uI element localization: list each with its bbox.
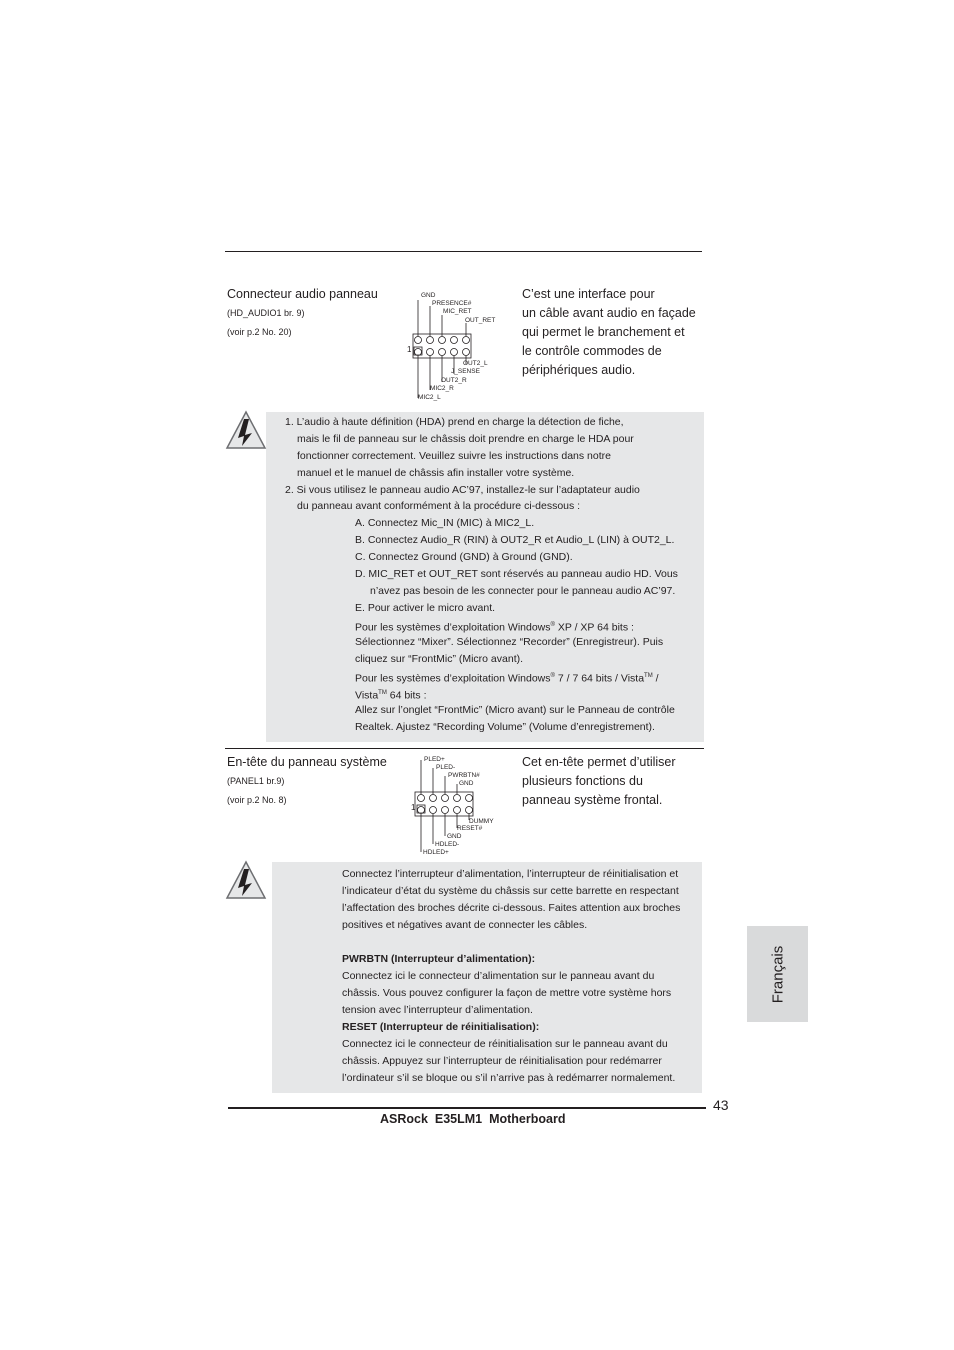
pin-label-mic2-l: MIC2_L (418, 394, 441, 401)
section1-id: (HD_AUDIO1 br. 9) (227, 308, 305, 318)
pin-label-pled-minus: PLED- (436, 764, 456, 771)
section1-description: C’est une interface pour un câble avant audio en façade qui permet le branchement et le contrôle commodes de périphériques audio. (522, 287, 696, 377)
section-divider (225, 748, 704, 749)
note1-os-win7: Pour les systèmes d’exploitation Windows® 7 / 7 64 bits / Vista™ / (355, 672, 659, 685)
pin-label-out2-l: OUT2_L (463, 360, 488, 367)
pin-label-hdled-minus: HDLED- (435, 841, 460, 848)
note1-line: Sélectionnez “Mixer”. Sélectionnez “Recorder” (Enregistreur). Puis (355, 636, 664, 648)
note1-step: D. MIC_RET et OUT_RET sont réservés au panneau audio HD. Vous (355, 568, 678, 580)
pin-label-gnd-bottom: GND (447, 833, 462, 840)
pin-label-j-sense: J_SENSE (451, 368, 480, 375)
hd-audio-header-diagram (405, 288, 515, 406)
note1-step: B. Connectez Audio_R (RIN) à OUT2_R et Audio_L (LIN) à OUT2_L. (355, 534, 675, 546)
note1-line: fonctionner correctement. Veuillez suivre les instructions dans notre (297, 450, 611, 462)
note1-os-xp: Pour les systèmes d’exploitation Windows® XP / XP 64 bits : (355, 621, 634, 634)
note1-line: Allez sur l’onglet “FrontMic” (Micro avant) sur le Panneau de contrôle (355, 704, 675, 716)
pin-label-out2-r: OUT2_R (441, 377, 467, 384)
note1-line: mais le fil de panneau sur le châssis doit prendre en charge le HDA pour (297, 433, 634, 445)
reset-heading: RESET (Interrupteur de réinitialisation): (342, 1021, 540, 1033)
note1-step: A. Connectez Mic_IN (MIC) à MIC2_L. (355, 517, 535, 529)
footer-rule (228, 1107, 706, 1109)
note1-step: n’avez pas besoin de les connecter pour le panneau audio AC’97. (370, 585, 676, 597)
page-number: 43 (713, 1097, 729, 1113)
pin-label-pwrbtn: PWRBTN# (448, 772, 480, 779)
note1-line: 1. L’audio à haute définition (HDA) prend en charge la détection de fiche, (285, 416, 624, 428)
section2-id: (PANEL1 br.9) (227, 776, 285, 786)
pin-label-presence: PRESENCE# (432, 300, 472, 307)
section2-description: Cet en-tête permet d’utiliser plusieurs fonctions du panneau système frontal. (522, 755, 676, 807)
pin-label-hdled-plus: HDLED+ (423, 849, 449, 856)
pin-label-out-ret: OUT_RET (465, 317, 496, 324)
pin-label-mic-ret: MIC_RET (443, 308, 472, 315)
section1-title: Connecteur audio panneau (227, 287, 378, 301)
product-name: ASRock E35LM1 Motherboard (380, 1112, 566, 1126)
pin-label-reset: RESET# (457, 825, 483, 832)
warning-icon (225, 409, 267, 451)
top-rule (225, 251, 702, 252)
note1-os-vista: Vista™ 64 bits : (355, 689, 427, 702)
note1-line: cliquez sur “FrontMic” (Micro avant). (355, 653, 524, 665)
language-tab-label: Français (769, 945, 786, 1003)
section1-ref: (voir p.2 No. 20) (227, 327, 292, 337)
note1-line: Realtek. Ajustez “Recording Volume” (Volume d’enregistrement). (355, 721, 655, 733)
system-panel-header-diagram (411, 754, 521, 858)
note1-step: E. Pour activer le micro avant. (355, 602, 496, 614)
pin-label-dummy: DUMMY (469, 818, 494, 825)
section2-title: En-tête du panneau système (227, 755, 387, 769)
pin-one-marker: 1 (411, 803, 416, 812)
note1-line: manuel et le manuel de châssis afin installer votre système. (297, 467, 575, 479)
pin-label-pled-plus: PLED+ (424, 756, 445, 763)
section2-ref: (voir p.2 No. 8) (227, 795, 287, 805)
pin-label-mic2-r: MIC2_R (430, 385, 454, 392)
note1-step: C. Connectez Ground (GND) à Ground (GND). (355, 551, 573, 563)
note1-line: 2. Si vous utilisez le panneau audio AC’97, installez-le sur l’adaptateur audio (285, 484, 640, 496)
note2-text: Connectez l’interrupteur d’alimentation, l’interrupteur de réinitialisation et l’indicateur d’état du système du châssis sur cette barrette en respectant l’affectation des broches décrite ci-dessous. Faites attention aux broches positives et négatives avant de connecter les câbles. PWRBTN (Interrupteur d’alimentation): Connectez ici le connecteur d’alimentation sur le panneau avant du châssis. Vous pouvez configurer la façon de mettre votre système hors tension avec l’interrupteur d’alimentation. RESET (Interrupteur de réinitialisation): Connectez ici le connecteur de réinitialisation sur le panneau avant du châssis. Appuyez sur l’interrupteur de réinitialisation pour redémarrer l’ordinateur s’il se bloque ou s’il n’arrive pas à redémarrer normalement. (342, 868, 681, 1084)
pin-label-gnd-top: GND (459, 780, 474, 787)
note1-line: du panneau avant conformément à la procédure ci-dessous : (297, 500, 581, 512)
panel-pin-lines (411, 754, 521, 858)
warning-icon (225, 859, 267, 901)
pwrbtn-heading: PWRBTN (Interrupteur d’alimentation): (342, 953, 536, 965)
pin-one-marker: 1 (407, 345, 412, 354)
pin-label-gnd: GND (421, 292, 436, 299)
